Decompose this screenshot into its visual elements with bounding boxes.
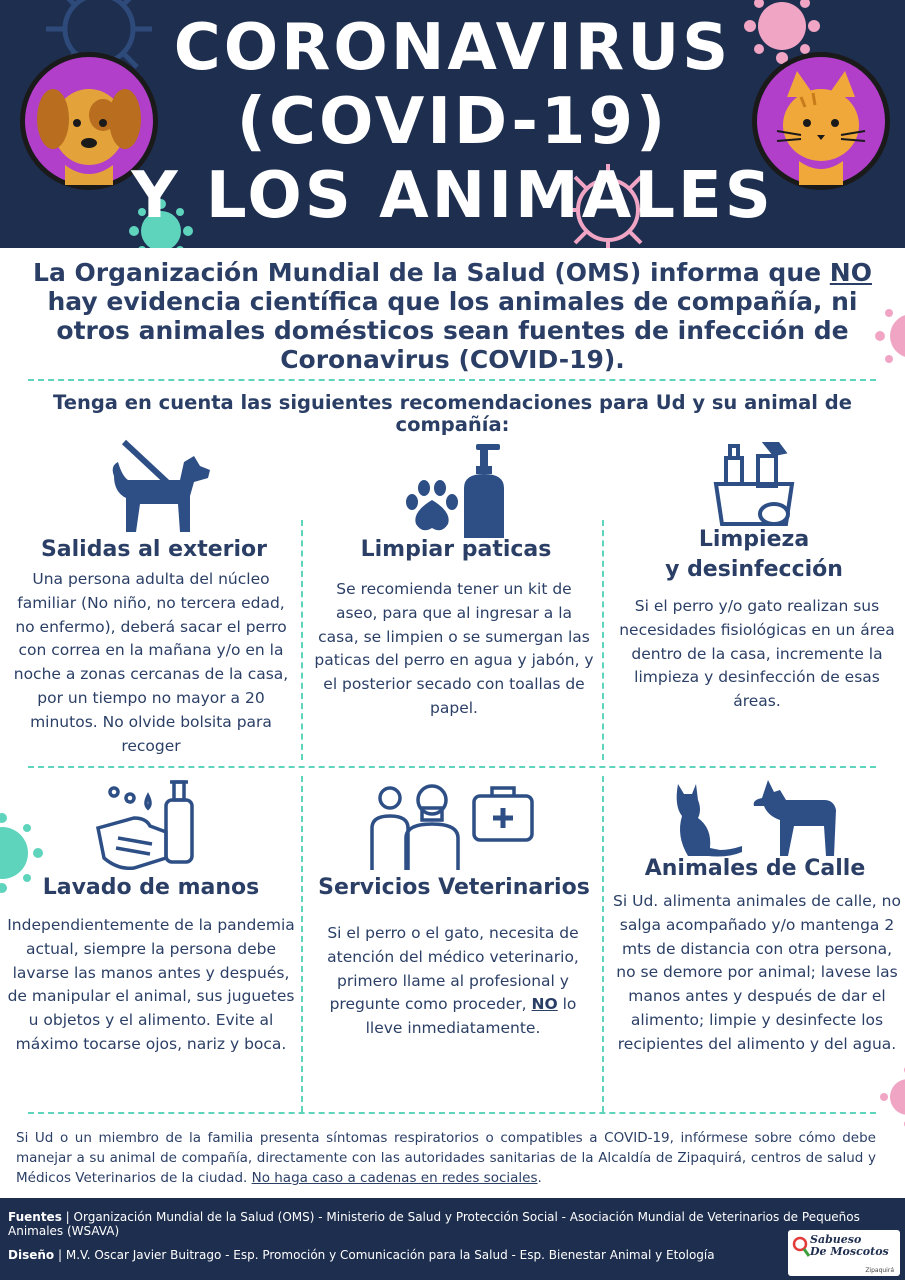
magnifier-icon [792,1236,810,1258]
card-title-limpieza-line1: Limpieza [698,527,810,552]
divider [301,776,303,1112]
card-title-animales-calle: Animales de Calle [644,856,866,881]
dog-on-leash-icon [104,436,216,536]
logo-text [810,1234,889,1258]
hand-washing-icon [94,778,204,874]
page-title-line-2: (COVID-19) [236,85,669,159]
header-banner [0,0,905,248]
fuentes-label: Fuentes [8,1210,62,1224]
diseno-label: Diseño [8,1248,55,1262]
intro-statement [20,258,885,374]
card-title-limpiar-paticas: Limpiar paticas [360,537,552,562]
fuentes-text: Organización Mundial de la Salud (OMS) - Ministerio de Salud y Protección Social - Asociación Mundial de Veterinarios de Pequeños Animales (WSAVA) [8,1210,860,1238]
page-title-line-1: CORONAVIRUS [173,11,732,85]
separator: | [65,1210,70,1224]
card-text-salidas: Una persona adulta del núcleo familiar (No niño, no tercera edad, no enfermo), deberá sacar el perro con correa en la mañana y/o en la noche a zonas cercanas de la casa, por un tiempo no mayor a 20 minutos. No olvide bolsita para recoger [13,570,289,755]
cat-and-dog-silhouette-icon [668,776,840,858]
card-text-limpieza: Si el perro y/o gato realizan sus necesidades fisiológicas en un área dentro de la casa, incremente la limpieza y desinfección de esas áreas. [619,597,895,711]
fuentes-line [8,1210,888,1238]
card-title-lavado: Lavado de manos [42,875,260,900]
sabueso-logo [788,1230,900,1276]
page-title-line-3: Y LOS ANIMALES [131,159,774,233]
card-text-servicios-before: Si el perro o el gato, necesita de atención del médico veterinario, primero llame al profesional y pregunte como proceder, [327,924,579,1014]
divider [301,520,303,760]
divider [28,1112,876,1114]
card-title-salidas: Salidas al exterior [40,537,268,562]
divider [28,766,876,768]
intro-emphasis: NO [829,258,872,287]
footer-note-text: Si Ud o un miembro de la familia presenta síntomas respiratorios o compatibles a COVID-19, infórmese sobre cómo debe manejar a su animal de compañía, directamente con las autoridades sanitarias de la Alcaldía de Zipaquirá, centros de salud y Médicos Veterinarios de la ciudad. [16,1130,876,1186]
card-text-limpiar-paticas: Se recomienda tener un kit de aseo, para que al ingresar a la casa, se limpien o se sumergan las paticas del perro en agua y jabón, y el posterior secado con toallas de papel. [314,580,594,717]
intro-text-after: hay evidencia científica que los animales de compañía, ni otros animales domésticos sean fuentes de infección de Coronavirus (COVID-19). [47,287,858,374]
paw-and-soap-icon [392,440,522,540]
logo-line-2: De Moscotos [810,1245,889,1258]
card-title-limpieza-line2: y desinfección [665,557,843,582]
card-text-servicios-after: lo lleve inmediatamente. [365,995,577,1038]
virus-icon [880,1062,905,1132]
diseno-line [8,1248,778,1262]
card-text-servicios-emphasis: NO [531,995,558,1014]
card-text-animales-calle: Si Ud. alimenta animales de calle, no salga acompañado y/o mantenga 2 mts de distancia con otra persona, no se demore por animal; lavese las manos antes y después de dar el alimento; limpie y desinfecte los recipientes del alimento y del agua. [613,892,901,1053]
card-text-lavado: Independientemente de la pandemia actual, siempre la persona debe lavarse las manos antes y después, de manipular el animal, sus juguetes u objetos y el alimento. Evite al máximo tocarse ojos, nariz y boca. [7,916,295,1053]
card-text-servicios [316,922,590,1041]
separator: | [57,1248,63,1262]
recommendations-heading: Tenga en cuenta las siguientes recomendaciones para Ud y su animal de compañía: [53,391,852,436]
footer-note-warning: No haga caso a cadenas en redes sociales [251,1170,538,1186]
logo-subtext: Zipaquirá [865,1267,894,1274]
divider [28,379,876,381]
intro-text-before: La Organización Mundial de la Salud (OMS) informa que [33,258,830,287]
veterinarians-first-aid-icon [368,782,538,872]
divider [602,776,604,1112]
footer-note-end: . [537,1170,542,1186]
card-title-servicios: Servicios Veterinarios [318,875,590,900]
cleaning-supplies-icon [712,440,802,530]
diseno-text: M.V. Oscar Javier Buitrago - Esp. Promoción y Comunicación para la Salud - Esp. Bienestar Animal y Etología [65,1248,715,1262]
footer-note [16,1128,876,1188]
logo-line-1: Sabueso [810,1233,862,1246]
